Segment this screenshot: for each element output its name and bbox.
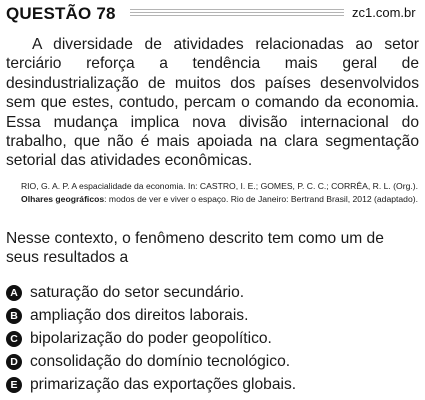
question-number: QUESTÃO 78 — [6, 4, 116, 23]
option-text: primarização das exportações globais. — [30, 375, 297, 393]
passage-body: A diversidade de atividades relacionadas ao setor terciário reforça a tendência mais geral de desindustrialização de muitos dos países desenvolvidos sem que estes, contudo, percam o comando da economia. Essa mudança implica nova divisão internacional do trabalho, que não é mais apoiada na clara segmentação setorial das atividades econômicas. — [6, 36, 419, 170]
citation-title: Olhares geográficos — [21, 194, 105, 204]
option-c[interactable] — [6, 328, 419, 351]
header-stripes-divider — [130, 9, 344, 18]
option-letter-badge: B — [6, 308, 22, 324]
option-letter-badge: C — [6, 331, 22, 347]
option-text: consolidação do domínio tecnológico. — [30, 352, 291, 370]
option-text: saturação do setor secundário. — [30, 284, 245, 302]
option-e[interactable] — [6, 373, 419, 396]
question-prompt: Nesse contexto, o fenômeno descrito tem como um de seus resultados a — [6, 230, 384, 267]
option-text: bipolarização do poder geopolítico. — [30, 329, 272, 347]
option-letter-badge: D — [6, 354, 22, 370]
citation-suffix: : modos de ver e viver o espaço. Rio de Janeiro: Bertrand Brasil, 2012 (adaptado). — [104, 194, 418, 204]
question-header — [6, 4, 420, 24]
option-d[interactable] — [6, 350, 419, 373]
option-b[interactable] — [6, 305, 419, 328]
option-text: ampliação dos direitos laborais. — [30, 307, 249, 325]
option-letter-badge: E — [6, 377, 22, 393]
option-letter-badge: A — [6, 285, 22, 301]
source-citation — [8, 180, 418, 206]
passage-text — [6, 35, 419, 171]
citation-prefix: RIO, G. A. P. A espacialidade da economia. In: CASTRO, I. E.; GOMES, P. C. C.; CORRÊA, R. L. (Org.). — [20, 181, 418, 191]
option-a[interactable] — [6, 282, 419, 305]
site-label: zc1.com.br — [352, 5, 416, 20]
answer-options — [6, 282, 419, 396]
